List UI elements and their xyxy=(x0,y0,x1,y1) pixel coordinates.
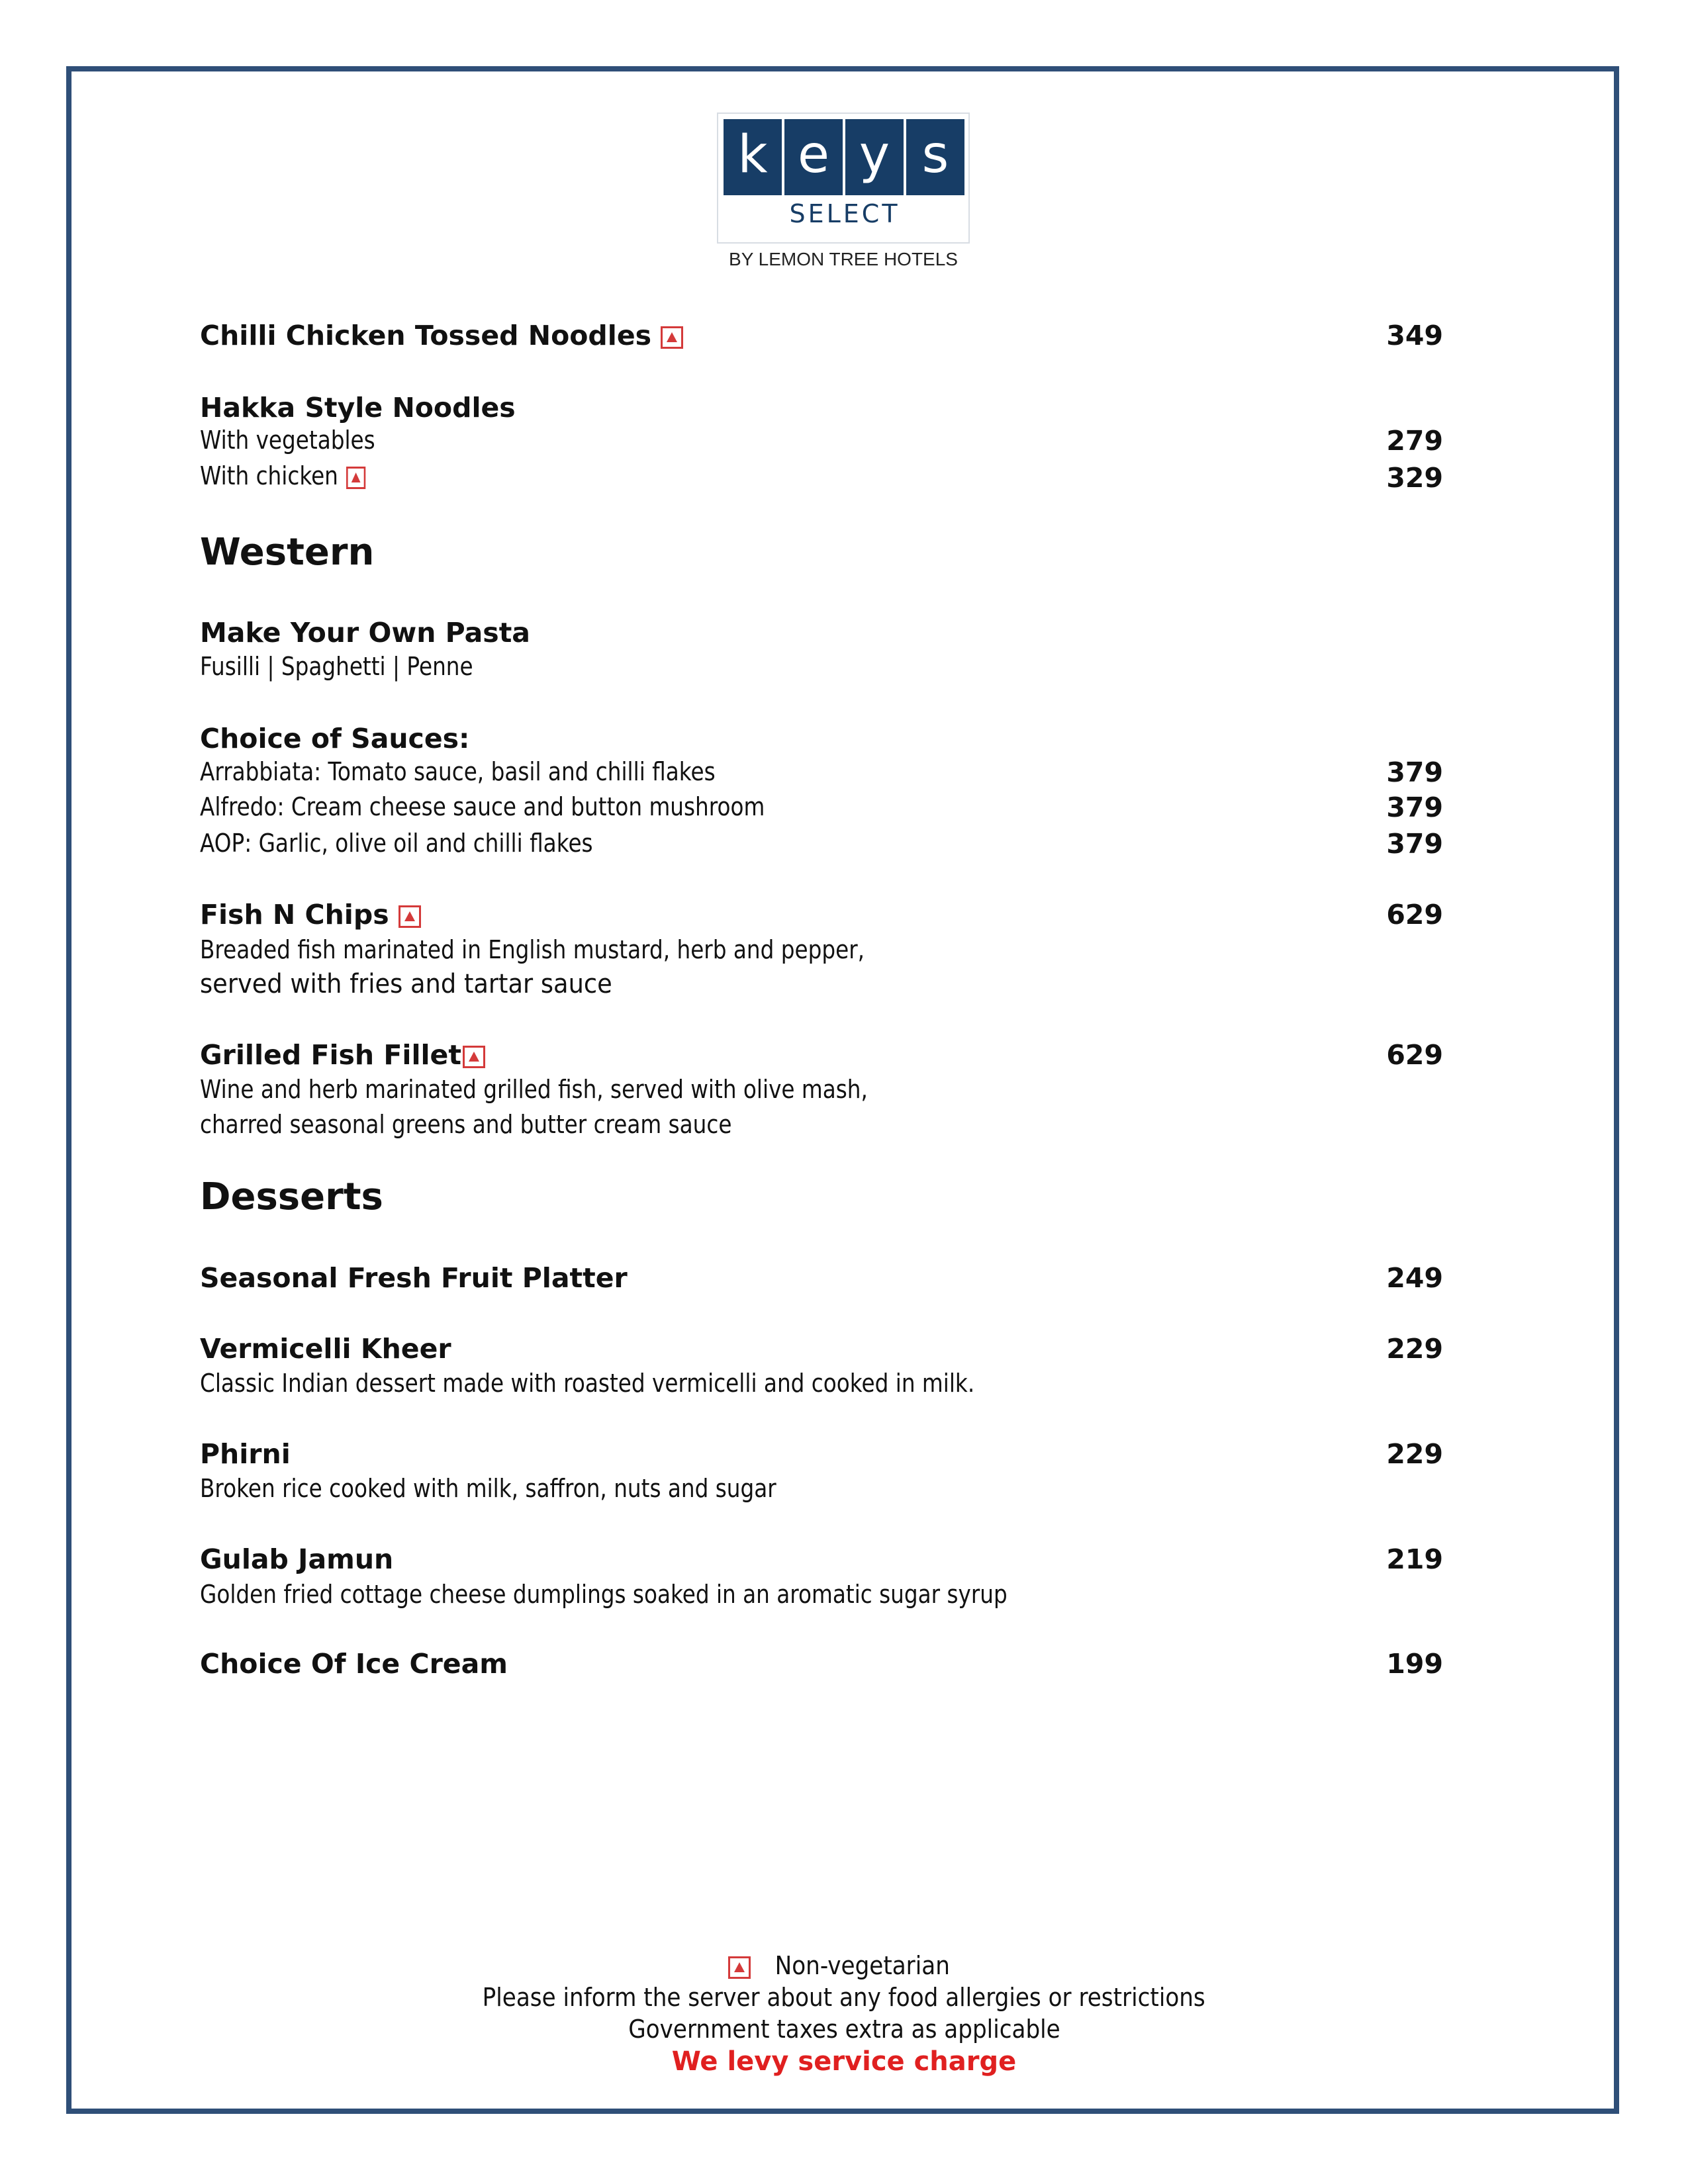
item-chilli-chicken-noodles xyxy=(200,318,683,353)
item-price: 219 xyxy=(1386,1543,1443,1575)
logo-tile-y: y xyxy=(845,119,904,195)
allergy-notice xyxy=(0,1981,1688,2013)
item-price: 279 xyxy=(1386,425,1443,457)
non-veg-icon xyxy=(346,467,365,489)
item-price: 629 xyxy=(1386,899,1443,931)
item-price: 229 xyxy=(1386,1438,1443,1470)
item-price: 199 xyxy=(1386,1648,1443,1680)
logo-select-text: SELECT xyxy=(789,199,900,228)
item-description: Wine and herb marinated grilled fish, served with olive mash, xyxy=(200,1075,868,1104)
allergy-text: Please inform the server about any food allergies or restrictions xyxy=(482,1983,1206,2012)
sauce-alfredo: Alfredo: Cream cheese sauce and button mushroom xyxy=(200,792,765,821)
non-veg-icon xyxy=(661,326,683,349)
section-heading-western: Western xyxy=(200,531,375,574)
legend-text: Non-vegetarian xyxy=(774,1951,951,1980)
logo-tile-k: k xyxy=(724,119,782,195)
item-choice-of-ice-cream: Choice Of Ice Cream xyxy=(200,1648,508,1680)
item-make-your-own-pasta: Make Your Own Pasta xyxy=(200,617,530,649)
keys-select-logo xyxy=(717,113,970,269)
sauce-arrabbiata: Arrabbiata: Tomato sauce, basil and chilli flakes xyxy=(200,757,716,786)
item-price: 229 xyxy=(1386,1333,1443,1365)
service-charge-notice: We levy service charge xyxy=(671,2046,1017,2077)
item-description: Broken rice cooked with milk, saffron, nuts and sugar xyxy=(200,1474,776,1503)
non-veg-legend xyxy=(0,1950,1688,1981)
item-fresh-fruit-platter: Seasonal Fresh Fruit Platter xyxy=(200,1262,628,1294)
item-vermicelli-kheer: Vermicelli Kheer xyxy=(200,1333,451,1365)
non-veg-icon xyxy=(463,1046,485,1068)
logo-tile-s: s xyxy=(906,119,964,195)
item-hakka-noodles: Hakka Style Noodles xyxy=(200,392,516,424)
item-price: 379 xyxy=(1386,792,1443,823)
tax-text: Government taxes extra as applicable xyxy=(628,2015,1060,2044)
logo-by-text: BY LEMON TREE HOTELS xyxy=(729,249,958,269)
item-price: 329 xyxy=(1386,462,1443,494)
item-price: 379 xyxy=(1386,828,1443,860)
item-price: 379 xyxy=(1386,756,1443,788)
item-phirni: Phirni xyxy=(200,1438,291,1470)
item-description: served with fries and tartar sauce xyxy=(200,969,612,999)
logo-card xyxy=(717,113,970,244)
item-name: Chilli Chicken Tossed Noodles xyxy=(200,320,652,351)
section-heading-desserts: Desserts xyxy=(200,1175,383,1218)
sauces-heading: Choice of Sauces: xyxy=(200,723,470,754)
item-fish-n-chips xyxy=(200,897,421,933)
item-price: 349 xyxy=(1386,320,1443,351)
item-description: Golden fried cottage cheese dumplings soaked in an aromatic sugar syrup xyxy=(200,1580,1008,1609)
item-option: With vegetables xyxy=(200,426,375,455)
logo-tiles xyxy=(724,119,964,195)
item-description: Fusilli | Spaghetti | Penne xyxy=(200,652,473,681)
item-description: Classic Indian dessert made with roasted vermicelli and cooked in milk. xyxy=(200,1369,975,1398)
item-gulab-jamun: Gulab Jamun xyxy=(200,1543,394,1575)
sauce-aop: AOP: Garlic, olive oil and chilli flakes xyxy=(200,829,593,858)
tax-notice xyxy=(0,2013,1688,2045)
logo-tile-e: e xyxy=(784,119,843,195)
item-description: charred seasonal greens and butter cream sauce xyxy=(200,1110,732,1139)
non-veg-icon xyxy=(728,1956,751,1979)
item-option-label: With chicken xyxy=(200,461,338,490)
non-veg-icon xyxy=(399,905,421,928)
item-option xyxy=(200,459,365,493)
item-grilled-fish-fillet xyxy=(200,1037,485,1073)
item-name: Grilled Fish Fillet xyxy=(200,1039,461,1071)
item-name: Fish N Chips xyxy=(200,899,389,931)
item-price: 629 xyxy=(1386,1039,1443,1071)
item-description: Breaded fish marinated in English mustard, herb and pepper, xyxy=(200,935,865,964)
item-price: 249 xyxy=(1386,1262,1443,1294)
